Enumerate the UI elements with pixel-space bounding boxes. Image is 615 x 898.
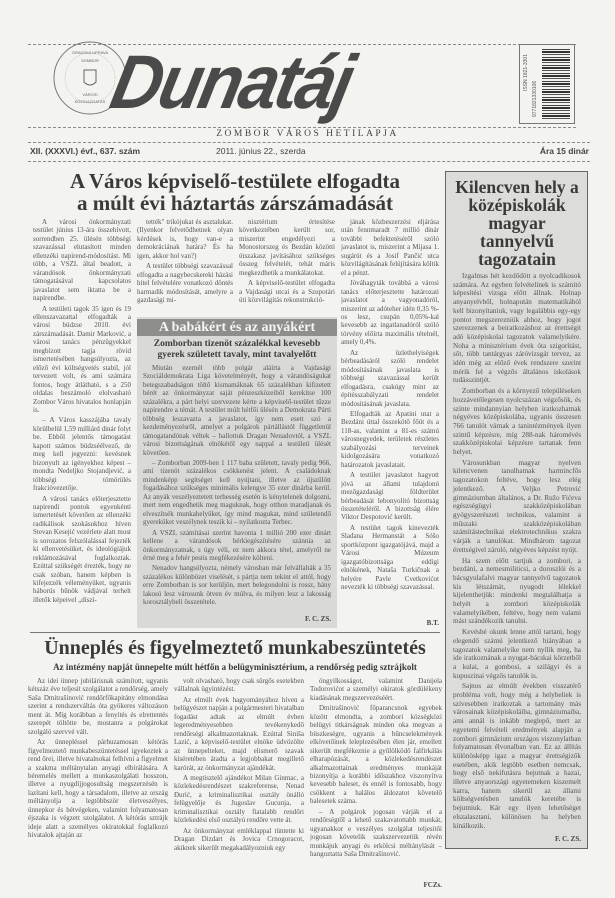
- paragraph: A képviselő-testület elfogadta a Vajdasági utcai és a Szupotári úti közvilágítás rekonstrukció-: [239, 279, 335, 305]
- school-article-body: [453, 272, 581, 844]
- column-text: [33, 218, 131, 604]
- paragraph: Az ünnepléssel párhuzamosan kétórás figyelmeztető munkabeszüntetéssel igyekeztek a rend őrei, illetve hivatalnokai felhívni a figyelmet a szakma méltánytalan anyagi elbírálására. A béremelés mellett a munkaszolgálati hosszon, illetve a nyugdíjjogosultság megszerzésén is lazítani kell, hogy a társadalom, illetve az ország méltányolja a legtöbbször életveszélyes, ünnepkor és hétvégeken, valamint folyamatosan éjszaka is végzett szolgálatot. A kétórás sztrájk ideje alatt a személyes okiratokkal foglalkozó hivatalok ajtaján az: [28, 738, 168, 840]
- headline-line-1: A Város képviselő-testülete elfogadta: [70, 169, 400, 193]
- paragraph: Miután ezernél több polgár aláírta a Vajdasági Szociáldemokrata Liga követelményét, hogy a várandóságukat betegszabadságon töltő kismamáknak 65 százalékban kifizetett bérét az önkormányzat saját pénzeszközeiből kerekítse 100 százalékra, a párt helyi szervezete kérte a képviselő-testület tűzze napirendre a témát. A testület múlt hétfői ülésén a Demokrata Párti többség leszavazta a javaslatot, így nem esett szó a kezdeményezésről, amelyet a polgárok pártállástól függetlenül támogatandónak véltek – hallottuk Dragan Nenadovtól, a VSZL városi bizottságának elnökétől egy nappal a testületi ülését követően.: [143, 364, 331, 457]
- second-article-headline: Ünneplés és figyelmeztető munkabeszüntetés: [44, 637, 426, 659]
- svg-text:KÖZIGAZGATÁS: KÖZIGAZGATÁS: [74, 99, 106, 104]
- paragraph: Az idei ünnep jubilárisnak számított, ugyanis kétszáz éve teljesít szolgálatot a rendőrség, amely Saša Dmitrašinović rendőrfőkapitány elmondása szerint a rendszerváltás óta gyökeres változáson ment át. Míg korábban a fenyítés és elrettentés szerepét töltötte be, mostanra a polgárokat szolgáló szervvé vált.: [28, 677, 168, 736]
- paragraph: Izgalmas hét kezdődött a nyolcadikosok számára. Az egyben felvételinek is számító képesítési vizsga előtt állnak. Holnap anyanyelvből, holnapután matematikából kell bizonyítaniuk, vagy legalábbis egy-egy pontot megszerezniük ahhoz, hogy jogot szerezzenek a beiratkozáshoz az érettségit adó középiskolai tagozatok valamelyikére. Noha a minisztérium évek óta szigorítást, sőt, több tantárgyas záróvizsgát tervez, az idén még az előző évek rendszere szerint mérik fel a végzős általános iskolások tudásszintjét.: [453, 272, 581, 385]
- svg-text:VÁROSI: VÁROSI: [82, 92, 98, 97]
- headline-line-2: a múlt évi háztartás zárszámadását: [76, 191, 394, 215]
- svg-text:GRADSKA UPRAVA: GRADSKA UPRAVA: [71, 50, 109, 55]
- paragraph: – A Város kasszájába tavaly körülbelül 1,59 milliárd dinár folyt be. Ebből jelentős támogatást kapott számos büdzséélvező, de meg kell jegyezni: kevésnek bizonyult az igényekhez képest – mondta Nedeljko Stojandjević, a többségi tömörülés frakcióvezetője.: [33, 416, 131, 493]
- paragraph: öngyilkosságot, valamint Danijela Todorovićot a személyi okiratok gördülékeny kiadásának megszervezéséért.: [310, 677, 442, 702]
- second-article-columns: [28, 677, 442, 890]
- paragraph: Sajnos az elmúlt években visszatérő probléma volt, hogy még a helybeliek is szívesebben iratkoztak a tartomány más városainak középiskoláiba, gimnáziumaiba, ami annál is inkább meglepő, mert az egyetemi felvételi eredmények alapján a zombori gimnázium országos viszonylatban folyamatosan élvonalban van. Ez az állítás különösképp igaz a magyar érettségizők esetében, akik legtöbb esetben nemcsak, hogy első nekifutásra bejutnak a hazai, illetve anyaországi egyetemeken kiszemelt karra, hanem sikerül az állami költségvetésben tanulók keretébe is bejutniuk. Kár egy ilyen lehetőséget elszalasztani, különösen ha helyben kínálkozik.: [453, 682, 581, 830]
- paragraph: A testület többségi szavazással elfogadta a nagybecskereki házási hitel felvételére vonatkozó döntés harmadik módosítását, amelyre a gazdasági mi-: [137, 262, 233, 305]
- paragraph: Elfogadták az Apatini utat a Bezdáni úttal összekötő főút és a 118-as, valamint a 81-es számú városnegyedek, területek részletes szabályozási terveinek kidolgozására vonatkozó határozatok javaslatait.: [341, 409, 439, 469]
- baby-article-signature: F. C. ZS.: [304, 615, 331, 623]
- paragraph: A városi önkormányzati testület június 13-ára összehívott, sorrendben 25. ülésén többségi szavazással elutasított minden ellenzéki napirend-módosítást. Mi több, a VSZL által beadott, a várandósok önkormányzati támogatásával kapcsolatos javaslatot sem iktatta be a napirendbe.: [33, 218, 131, 303]
- paragraph: Nenadov hangsúlyozta, némely városban már felvállalták a 35 százalékos különbözet viselését, s pártja nem tekint el attól, hogy erre Zomborban is sor kerüljön, mert belegondolni is rossz, hány lakosú lesz városunk ötven év múlva, és milyen lesz a lakosság korosztálybeli összetétele.: [143, 564, 331, 607]
- main-article-column-1: [33, 218, 131, 628]
- main-article-column-4: [341, 218, 439, 628]
- second-article: [28, 636, 442, 890]
- second-article-column-3: [310, 677, 442, 890]
- main-article-headline: [25, 170, 445, 214]
- paragraph: – A polgárok jogosan várják el a rendőrségtől a lehető szakavatottabb munkát, ugyanakkor e veszélyes szolgálat teljesítői jogosan követelik szakszervezetük révén munkájuk anyagi és erkölcsi méltánylását – hangoztatta Saša Dmitrašinović.: [310, 807, 442, 859]
- column-text: [453, 272, 581, 835]
- barcode: [519, 44, 575, 124]
- main-article-signature: B.T.: [426, 619, 439, 627]
- baby-article-box: [137, 317, 337, 628]
- paragraph: volt olvasható, hogy csak sürgős esetekben vállalnak ügyintézést.: [174, 677, 304, 694]
- column-text: [239, 218, 335, 305]
- paragraph: Az üzlethelyiségek bérbeadásáról szóló rendelet módosításának javaslata is többségi szavazással került elfogadásra, csakúgy mint az építésszabályzati rendelet módosításának javaslata.: [341, 348, 439, 408]
- paragraph: Zomborban és a környező településeken hozzávetőlegesen nyolcszázan végzősök, és szinte mindannyian helyben iratkozhatnak négyéves középiskolába, ugyanis összesen 766 tanulót várnak a tanintézmények ilyen szintű képzésre, míg 288-nak háromévés szakközépiskolai képzésre tartanak fenn helyet.: [453, 387, 581, 457]
- paragraph: tették" trikójukat és asztalukat. (Ilyenkor felvetődhetnek olyan kérdések is, hogy van-e a demokráciának határa? És ha igen, akkor hol van?): [137, 218, 233, 260]
- column-text: [341, 218, 439, 619]
- school-article-title: Kilencven hely a középiskolák magyar tannyelvű tagozatain: [455, 177, 579, 269]
- second-article-subtitle: Az intézmény napját ünnepelte múlt hétfőn a belügyminisztérium, a rendőrség pedig sztrájkolt: [53, 662, 417, 672]
- barcode-number: 9771821330106: [532, 80, 538, 117]
- issue-date: 2011. június 22., szerda: [216, 146, 306, 156]
- issue-volume: XII. (XXXVI.) évf., 637. szám: [30, 146, 141, 156]
- paragraph: Városunkban magyar nyelven kilencvenen tanulhatnak harmincfős tagozatokon feltéve, hogy lesz elég jelentkező. A Veljko Petrović gimnáziumban általános, a Dr. Ružo Fićeva egészségügyi szakközépiskolában gyógyszerészeti technikus, valamint a műszaki szakközépiskolában számítástechnikai elektrotechnikus szakra várják a tanulókat. Mindhárom tagozat érettségivel záruló, négyéves képzést nyújt.: [453, 458, 581, 554]
- column-text: [137, 218, 233, 305]
- baby-article-body: [143, 364, 331, 624]
- paragraph: Az önkormányzat emléklappal tüntette ki Dragan Dizdart és Jovica Crnogoracot, akiknek sikerült megakadályozniuk egy: [174, 826, 304, 852]
- column-text: [174, 677, 304, 852]
- paragraph: A testület tagok kinevezték Slađana Hermanstát a Sóšo sportközpont igazgatójává, majd a Városi Múzeum igazgatóbizottsága eddigi elnökének, Nataša Turkičnak a helyére Pavle Cvetkovićot nevezték ki többségi szavazással.: [341, 523, 439, 592]
- paragraph: Kevésbé okunk lenne attól tartani, hogy elegendő számú jelentkező hiányában a tagozatok valamelyike nem nyílik meg, ha ide iratkoznának a nyugat-bácskai körzetből a kulai, a gombosi, a szilágyi és a kupuszinai végzős tanulók is.: [453, 628, 581, 680]
- main-article-column-3: [239, 218, 335, 314]
- section-divider: [30, 632, 440, 633]
- paragraph: Jóváhagyták továbbá a városi tanács előterjesztette határozati javaslatot a vagyonadóról, miszerint az adóteher idén 0,35 %-os lesz, csupán 0,05%-kal kevesebb az ingatlanadóról szóló törvény előírta maximális tételnél, amely 0,4%.: [341, 279, 439, 347]
- paragraph: – Zomborban 2009-ben 1 117 baba született, tavaly pedig 966, ami tizenöt százalékos csökkenést jelent. A családoknak mindenképp segítséget kell nyújtani, illetve az újszülött fogadásához szükséges minimális kelengye 35 ezer dinárba kerül. Az anyák veszélyeztetett terhesség esetén is kénytelenek dolgozni, mert nem engedhetik meg maguknak, hogy otthon maradjanak és elveszítsék munkahelyüket, így mind magukat, mind születendő gyereküket veszélynek teszik ki – nyilatkozta Terbec.: [143, 458, 331, 527]
- paragraph: Ha szem előtt tartjuk a zombori, a bezdáni, a nemesmiliticsi, a doroszlói és a bácsgyulafalvi magyar tannyelvű tagozatok kis létszámát, nyugodt lélekkel kijelenthetjük: mindenki megtalálhatja a helyét a zombori középiskolák valamelyikében, feltéve, hogy nem valami mást szándékozik tanulni.: [453, 556, 581, 626]
- paragraph: nisztérium értesítése következtében került sor, miszerint engedélyezi a Monostorszeg és Bezdán közötti útszakasz javításához szükséges összeg felvételét, tehát máris megkezdhetik a munkálatokat.: [239, 218, 335, 277]
- paragraph: A testület javaslatot hagyott jóvá az állami tulajdonú mezőgazdasági földterület bérbeadását lebonyolító bizottság összetételéről. A bizottság élére Viktor Despotović került.: [341, 471, 439, 522]
- baby-article-title: A babákért és az anyákért: [137, 319, 337, 336]
- second-article-column-1: [28, 677, 168, 890]
- baby-article-subtitle: Zomborban tizenöt százalékkal kevesebb gyerek született tavaly, mint tavalyelőtt: [153, 339, 321, 360]
- paragraph: A VSZL számításai szerint havonta 1 millió 200 ezer dinárt kellene a várandósok bérkiegészítésére szánnia az önkormányzatnak, s úgy véli, ez nem akkora tétel, amelyről ne érné meg a fehér pestis megfékezésére költeni.: [143, 528, 331, 562]
- info-bottom-rule: [28, 161, 590, 162]
- column-text: [28, 677, 168, 840]
- second-article-column-2: [174, 677, 304, 890]
- paragraph: jának közbeszerzési eljárása után fennmaradt 7 millió dinár további befektetéséről szóló javaslatot is, miszerint a Mijasa 1. sugárút és a Josif Pančić utca közvilágításának felújítására költik el a pénzt.: [341, 218, 439, 277]
- column-text: [143, 364, 331, 615]
- issue-price: Ára 15 dinár: [539, 146, 589, 156]
- main-article-column-2: [137, 218, 233, 314]
- info-top-rule: [28, 142, 590, 143]
- issn-text: ISSN 1821-3301: [523, 54, 529, 91]
- school-article-box: [445, 171, 588, 849]
- paragraph: Dmitrašinović főparancsnok egyebek között elmondta, a zombori községközi belügyi titkárságnak minden oka megvan a büszkeségre, ugyanis a bűncselekmények elkövetőinek leleplezésében élen jár, emellett sikerült megfékeznie a gyűlölködő falfirkálás elharapózását, a közlekedésrendészet alkalmazottainak eredményes munkáját bizonyítja a korábbi időszakhoz viszonyítva kevesebb baleset, és ennél is fontosabb, hogy csökkent a halálos áldozatot követelő balesetek száma.: [310, 704, 442, 806]
- barcode-bars: [542, 49, 570, 119]
- paragraph: A testületi tagok 35 igen és 19 ellenszavazattal elfogadták a városi büdzse 2010. évi zárszámadását. Damir Marković, a városi tanács pénzügyekkel megbízott tagja rövid ismertetésében hangsúlyozta, az előző évi költségvetés stabil, jól tervezett volt, és ami számára fontos, hogy átlátható, s a 250 oldalas beszámoló elolvasható Zombor Város hivatalos honlapján is.: [33, 304, 131, 414]
- column-text: [310, 677, 442, 881]
- paragraph: A megtisztelő ajándékot Milan Ginmac, a közlekedésrendészet szakreferense, Nenad Đurić, a kriminalisztikai osztály önálló felügyelője és Jugoslav Gucunja, a kriminalisztikai osztály fiatalabb rendőri közlekedési első osztályú rendőre vette át.: [174, 773, 304, 825]
- paragraph: Az elmúlt évek hagyományához híven a belügyészet napján a polgármesteri hivatalban fogadást adtak az elmúlt évben legeredményesebben tevékenykedő rendőrségi alkalmazottaknak. Ezúttal Siniša Lazić, a képviselő-testület elnöke üdvözölte az ünnepelteket, majd elismerő szavak kíséretében átadta a legjobbakat megillető karórát, az önkormányzat ajándékát.: [174, 695, 304, 772]
- school-article-signature: F. C. ZS.: [554, 835, 581, 843]
- tagline: ZOMBOR VÁROS HETILAPJA: [216, 129, 399, 139]
- svg-text:SOMBOR: SOMBOR: [81, 58, 99, 63]
- paragraph: A városi tanács előterjesztette napirendi pontok egyenkénti ismertetését követően az ellenzéki radikálisok szokásukhoz híven Stevan Kesejić vezérlete alatt most is sorozatos felszólalással fejezték ki ellenvetésüket, és ideológiájuk reklámozásával foglalkoztak. Ezúttal szükségét érezték, hogy ne csak szóban, hanem képben is kifejezzék véleményüket, ugyanis háborús bűnök vádjával terhelt illetők képeivel „díszí-: [33, 494, 131, 604]
- newspaper-logo: Dunatáj: [103, 40, 360, 125]
- second-article-signature: FCZs.: [423, 881, 442, 889]
- masthead-bottom-rule: [28, 127, 576, 128]
